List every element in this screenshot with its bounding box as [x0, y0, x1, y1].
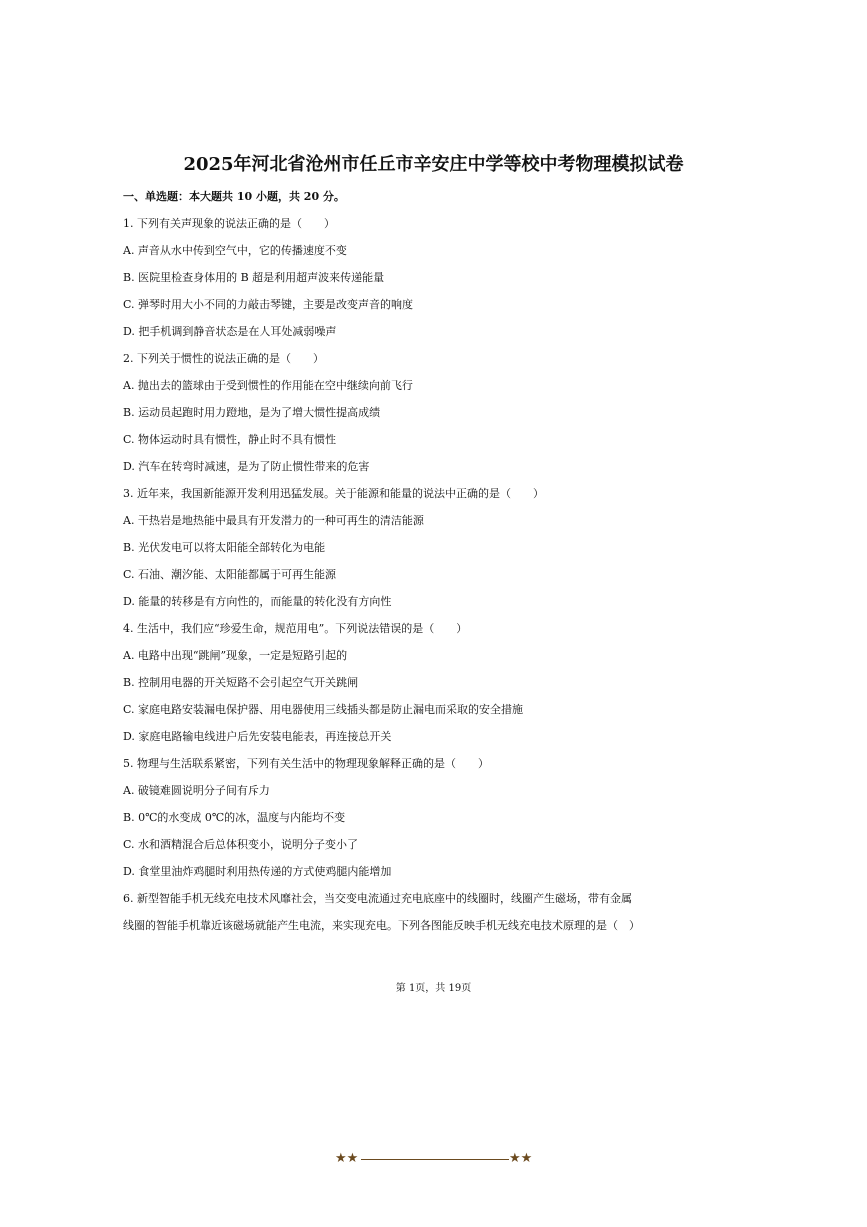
question-3-option-a: A. 干热岩是地热能中最具有开发潜力的一种可再生的清洁能源 — [123, 514, 424, 527]
star-icon: ★★ — [509, 1151, 533, 1166]
question-1-option-a: A. 声音从水中传到空气中，它的传播速度不变 — [123, 244, 347, 257]
page-title: 2025年河北省沧州市任丘市辛安庄中学等校中考物理模拟试卷 — [183, 154, 684, 175]
question-1-option-b: B. 医院里检查身体用的 B 超是利用超声波来传递能量 — [123, 271, 385, 284]
question-6-stem-line-1: 6. 新型智能手机无线充电技术风靡社会，当交变电流通过充电底座中的线圈时，线圈产生磁场，带有金属 — [123, 892, 632, 905]
star-icon: ★★ — [335, 1151, 359, 1166]
question-2-option-d: D. 汽车在转弯时减速，是为了防止惯性带来的危害 — [123, 460, 370, 473]
question-3-option-b: B. 光伏发电可以将太阳能全部转化为电能 — [123, 541, 326, 554]
question-1-option-d: D. 把手机调到静音状态是在人耳处减弱噪声 — [123, 325, 337, 338]
question-4-option-d: D. 家庭电路输电线进户后先安装电能表，再连接总开关 — [123, 730, 392, 743]
ornament-rule — [361, 1159, 509, 1160]
section-heading: 一、单选题：本大题共 10 小题，共 20 分。 — [123, 190, 345, 203]
question-4-option-a: A. 电路中出现“跳闸”现象，一定是短路引起的 — [123, 649, 348, 662]
page-footer: 第 1页，共 19页 — [395, 983, 472, 994]
question-5-option-d: D. 食堂里油炸鸡腿时利用热传递的方式使鸡腿内能增加 — [123, 865, 392, 878]
question-5-option-c: C. 水和酒精混合后总体积变小，说明分子变小了 — [123, 838, 359, 851]
footer-ornament — [335, 1152, 535, 1168]
question-1-stem: 1. 下列有关声现象的说法正确的是（ ） — [123, 217, 335, 230]
question-2-option-c: C. 物体运动时具有惯性，静止时不具有惯性 — [123, 433, 337, 446]
question-5-option-a: A. 破镜难圆说明分子间有斥力 — [123, 784, 270, 797]
question-3-option-c: C. 石油、潮汐能、太阳能都属于可再生能源 — [123, 568, 337, 581]
question-6-stem-line-2: 线圈的智能手机靠近该磁场就能产生电流，来实现充电。下列各图能反映手机无线充电技术原理的是（ ） — [123, 919, 640, 932]
question-2-option-a: A. 抛出去的篮球由于受到惯性的作用能在空中继续向前飞行 — [123, 379, 413, 392]
question-4-option-c: C. 家庭电路安装漏电保护器、用电器使用三线插头都是防止漏电而采取的安全措施 — [123, 703, 524, 716]
question-4-option-b: B. 控制用电器的开关短路不会引起空气开关跳闸 — [123, 676, 359, 689]
question-1-option-c: C. 弹琴时用大小不同的力敲击琴键，主要是改变声音的响度 — [123, 298, 414, 311]
question-4-stem: 4. 生活中，我们应“珍爱生命，规范用电”。下列说法错误的是（ ） — [123, 622, 468, 635]
question-2-stem: 2. 下列关于惯性的说法正确的是（ ） — [123, 352, 324, 365]
question-2-option-b: B. 运动员起跑时用力蹬地，是为了增大惯性提高成绩 — [123, 406, 381, 419]
question-3-option-d: D. 能量的转移是有方向性的，而能量的转化没有方向性 — [123, 595, 392, 608]
question-5-stem: 5. 物理与生活联系紧密，下列有关生活中的物理现象解释正确的是（ ） — [123, 757, 489, 770]
question-3-stem: 3. 近年来，我国新能源开发利用迅猛发展。关于能源和能量的说法中正确的是（ ） — [123, 487, 544, 500]
question-5-option-b: B. 0℃的水变成 0℃的冰，温度与内能均不变 — [123, 811, 346, 824]
